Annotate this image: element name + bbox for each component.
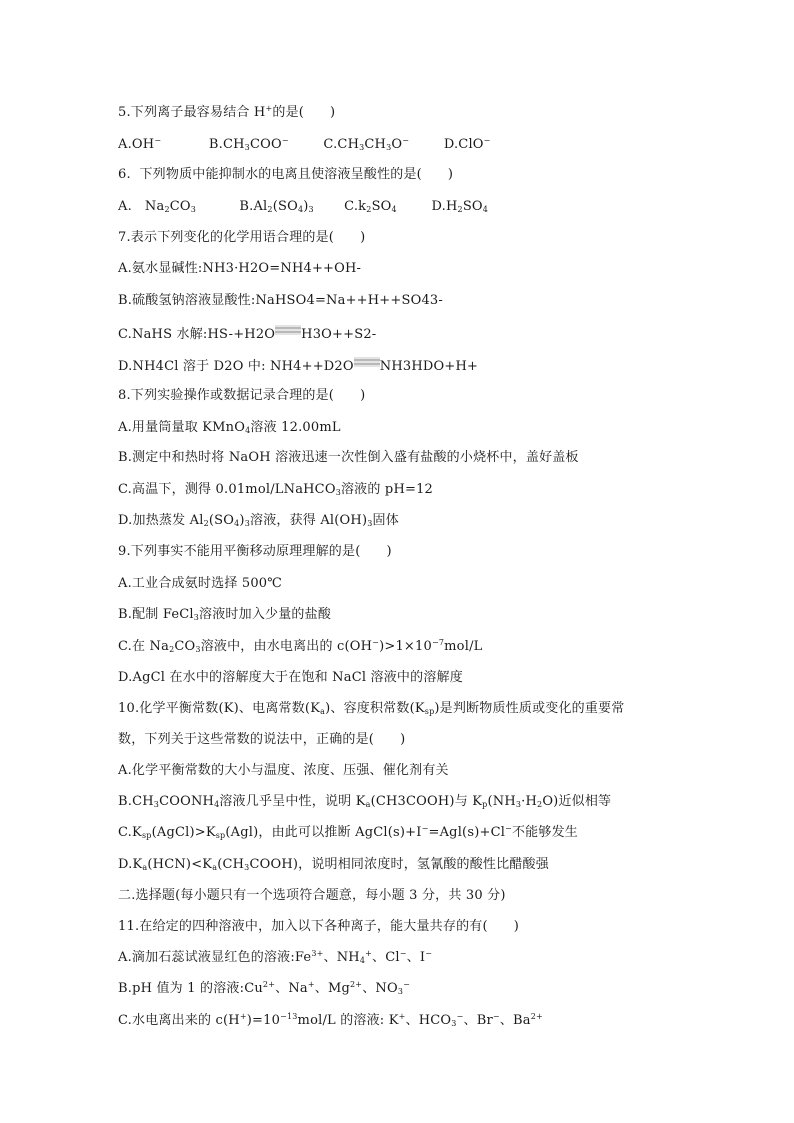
superscript: +: [398, 1012, 406, 1021]
subscript: sp: [424, 707, 435, 716]
text-run: B.pH 值为 1 的溶液:Cu: [118, 981, 263, 996]
subscript: sp: [215, 831, 226, 840]
text-run: H3O++S2-: [301, 327, 377, 342]
text-run: =Agl(s)+Cl: [428, 825, 506, 840]
text-run: CO: [174, 639, 196, 654]
subscript: a: [212, 863, 218, 872]
superscript: −: [402, 136, 410, 145]
superscript: −: [154, 136, 162, 145]
question-7-option-c: [118, 325, 376, 341]
subscript: a: [320, 707, 326, 716]
subscript: 3: [190, 205, 197, 214]
subscript: 4: [234, 519, 240, 528]
text-run: 、Ba: [499, 1013, 531, 1028]
text-run: A.氨水显碱性:NH3·H2O=NH4++OH-: [118, 261, 362, 276]
question-8-option-c: [118, 482, 433, 498]
subscript: 3: [359, 143, 365, 152]
text-run: C.K: [118, 825, 142, 840]
text-run: 、Cl: [372, 950, 400, 965]
question-7-stem: [118, 230, 365, 246]
text-run: NH3HDO+H+: [379, 359, 479, 374]
superscript: −: [483, 136, 491, 145]
question-5-options: [118, 137, 491, 153]
text-run: 、NO: [362, 981, 398, 996]
text-run: mol/L: [444, 639, 483, 654]
subscript: 4: [245, 426, 251, 435]
text-run: (Agl)，由此可以推断 AgCl(s)+I: [225, 825, 422, 840]
text-run: 、HCO: [405, 1013, 452, 1028]
text-run: 10.化学平衡常数(K)、电离常数(K: [118, 701, 321, 716]
text-run: 二.选择题(每小题只有一个选项符合题意，每小题 3 分，共 30 分): [118, 888, 506, 903]
text-run: 6. 下列物质中能抑制水的电离且使溶液呈酸性的是( ): [118, 167, 454, 182]
text-run: 溶液 12.00mL: [250, 420, 341, 435]
text-run: B.CH: [161, 137, 245, 152]
subscript: sp: [141, 831, 152, 840]
superscript: 2+: [350, 980, 363, 989]
text-run: 溶液几乎呈中性，说明 K: [219, 794, 366, 809]
superscript: −: [403, 980, 411, 989]
question-9-option-d: [118, 670, 463, 686]
subscript: 3: [386, 143, 392, 152]
subscript: 3: [193, 613, 200, 622]
text-run: COOH)，说明相同浓度时，氢氰酸的酸性比醋酸强: [249, 857, 549, 872]
question-9-option-c: [118, 639, 482, 655]
text-run: )是判断物质性质或变化的重要常: [434, 701, 625, 716]
text-run: SO: [371, 199, 392, 214]
superscript: −7: [431, 638, 445, 647]
subscript: 2: [203, 519, 209, 528]
text-run: ·H: [521, 794, 538, 809]
subscript: 4: [482, 205, 489, 214]
superscript: −: [425, 949, 433, 958]
text-run: 5.下列离子最容易结合 H: [118, 105, 266, 120]
text-run: B.配制 FeCl: [118, 607, 194, 622]
subscript: 3: [397, 987, 404, 996]
superscript: +: [365, 949, 373, 958]
superscript: +: [265, 104, 273, 113]
subscript: 3: [244, 143, 250, 152]
text-run: )、容度积常数(K: [325, 701, 425, 716]
question-6-stem: [118, 167, 453, 183]
superscript: −: [492, 1012, 500, 1021]
question-7-option-a: [118, 261, 361, 277]
subscript: 3: [244, 863, 250, 872]
text-run: D.加热蒸发 Al: [118, 513, 204, 528]
text-run: D.AgCl 在水中的溶解度大于在饱和 NaCl 溶液中的溶解度: [118, 670, 463, 685]
subscript: 2: [164, 205, 170, 214]
subscript: 2: [457, 205, 463, 214]
text-run: 11.在给定的四种溶液中，加入以下各种离子，能大量共存的有( ): [118, 919, 520, 934]
text-run: C.k: [313, 199, 367, 214]
superscript: +: [307, 980, 315, 989]
question-11-option-c: [118, 1013, 543, 1029]
question-7-option-b: [118, 293, 443, 309]
subscript: a: [365, 800, 371, 809]
text-run: 、Na: [275, 981, 308, 996]
superscript: 2+: [262, 980, 276, 989]
superscript: −: [421, 824, 429, 833]
text-run: (NH: [487, 794, 516, 809]
text-run: )>1×10: [379, 639, 432, 654]
subscript: 2: [169, 645, 175, 654]
subscript: 2: [537, 800, 543, 809]
text-run: (HCN)<K: [147, 857, 213, 872]
text-run: A.用量筒量取 KMnO: [118, 420, 246, 435]
text-run: O)近似相等: [542, 794, 612, 809]
text-run: ): [303, 199, 309, 214]
text-run: A.滴加石蕊试液显红色的溶液:Fe: [118, 950, 312, 965]
text-run: A.工业合成氨时选择 500℃: [118, 576, 283, 591]
text-run: D.NH4Cl 溶于 D2O 中: NH4++D2O: [118, 359, 354, 374]
superscript: 2+: [530, 1012, 543, 1021]
text-run: 溶液，获得 Al(OH): [250, 513, 368, 528]
text-run: C.在 Na: [118, 639, 170, 654]
text-run: COO: [249, 137, 282, 152]
superscript: −: [281, 136, 289, 145]
superscript: −: [505, 824, 512, 833]
subscript: 3: [308, 205, 314, 214]
question-11-stem: [118, 919, 519, 935]
superscript: −: [399, 949, 407, 958]
text-run: 溶液的 pH=12: [340, 482, 434, 497]
text-run: 8.下列实验操作或数据记录合理的是( ): [118, 388, 366, 403]
subscript: 3: [451, 1019, 457, 1028]
text-run: A.化学平衡常数的大小与温度、浓度、压强、催化剂有关: [118, 763, 449, 778]
question-10-option-d: [118, 857, 549, 873]
subscript: 3: [367, 519, 373, 528]
text-run: ): [239, 513, 245, 528]
text-run: B.测定中和热时将 NaOH 溶液迅速一次性倒入盛有盐酸的小烧杯中，盖好盖板: [118, 450, 579, 465]
question-8-option-b: [118, 450, 579, 466]
text-run: CO: [169, 199, 191, 214]
text-run: 的是( ): [272, 105, 336, 120]
subscript: a: [142, 863, 148, 872]
subscript: 3: [153, 800, 160, 809]
text-run: 溶液时加入少量的盐酸: [199, 607, 332, 622]
text-run: D.K: [118, 857, 143, 872]
question-9-option-b: [118, 607, 331, 623]
text-run: D.H: [396, 199, 458, 214]
subscript: 2: [267, 205, 273, 214]
subscript: 3: [195, 645, 201, 654]
equilibrium-arrow-icon: [275, 325, 301, 335]
text-run: B.硫酸氢钠溶液显酸性:NaHSO4=Na++H++SO43-: [118, 293, 443, 308]
text-run: (SO: [272, 199, 298, 214]
text-run: B.Al: [196, 199, 268, 214]
superscript: −: [456, 1012, 464, 1021]
text-run: (AgCl)>K: [151, 825, 216, 840]
question-10-option-a: [118, 763, 449, 779]
text-run: B.CH: [118, 794, 154, 809]
question-10-stem-line-2: [118, 732, 405, 748]
text-run: 、Br: [463, 1013, 493, 1028]
question-7-option-d: [118, 357, 478, 373]
subscript: 3: [244, 519, 250, 528]
question-9-stem: [118, 544, 392, 560]
text-run: (SO: [208, 513, 235, 528]
question-5-stem: [118, 105, 335, 121]
question-8-option-a: [118, 420, 341, 436]
text-run: (CH: [217, 857, 245, 872]
subscript: 4: [297, 205, 304, 214]
text-run: 、I: [406, 950, 426, 965]
text-run: 不能够发生: [511, 825, 578, 840]
text-run: mol/L 的溶液: K: [297, 1013, 399, 1028]
text-run: SO: [462, 199, 483, 214]
question-6-options: [118, 199, 488, 215]
text-run: 、NH: [323, 950, 360, 965]
section-2-heading: [118, 888, 506, 904]
text-run: 数，下列关于这些常数的说法中，正确的是( ): [118, 732, 406, 747]
text-run: )=10: [246, 1013, 281, 1028]
text-run: A.OH: [118, 137, 155, 152]
text-run: 、Mg: [314, 981, 350, 996]
question-8-option-d: [118, 513, 399, 529]
text-run: C.高温下，测得 0.01mol/LNaHCO: [118, 482, 336, 497]
subscript: 3: [335, 488, 341, 497]
superscript: 3+: [311, 949, 324, 958]
text-run: (CH3COOH)与 K: [370, 794, 483, 809]
text-run: CH: [364, 137, 387, 152]
subscript: 4: [214, 800, 220, 809]
superscript: −13: [280, 1012, 298, 1021]
subscript: 3: [515, 800, 522, 809]
text-run: C.水电离出来的 c(H: [118, 1013, 240, 1028]
superscript: +: [239, 1012, 247, 1021]
text-run: A. Na: [118, 199, 165, 214]
text-run: 7.表示下列变化的化学用语合理的是( ): [118, 230, 366, 245]
text-run: D.ClO: [409, 137, 484, 152]
subscript: 4: [391, 205, 397, 214]
question-11-option-b: [118, 981, 410, 997]
superscript: −: [372, 638, 380, 647]
equilibrium-arrow-icon: [354, 357, 380, 367]
text-run: C.NaHS 水解:HS-+H2O: [118, 327, 276, 342]
question-9-option-a: [118, 576, 282, 592]
text-run: 溶液中，由水电离出的 c(OH: [200, 639, 373, 654]
text-run: 9.下列事实不能用平衡移动原理理解的是( ): [118, 544, 392, 559]
question-10-option-b: [118, 794, 611, 810]
text-run: 固体: [372, 513, 399, 528]
question-8-stem: [118, 388, 365, 404]
question-10-option-c: [118, 825, 578, 841]
subscript: p: [482, 800, 488, 809]
question-11-option-a: [118, 950, 432, 966]
subscript: 4: [359, 956, 366, 965]
text-run: COONH: [159, 794, 215, 809]
text-run: O: [391, 137, 403, 152]
subscript: 2: [366, 205, 372, 214]
question-10-stem-line-1: [118, 701, 624, 717]
text-run: C.CH: [288, 137, 360, 152]
